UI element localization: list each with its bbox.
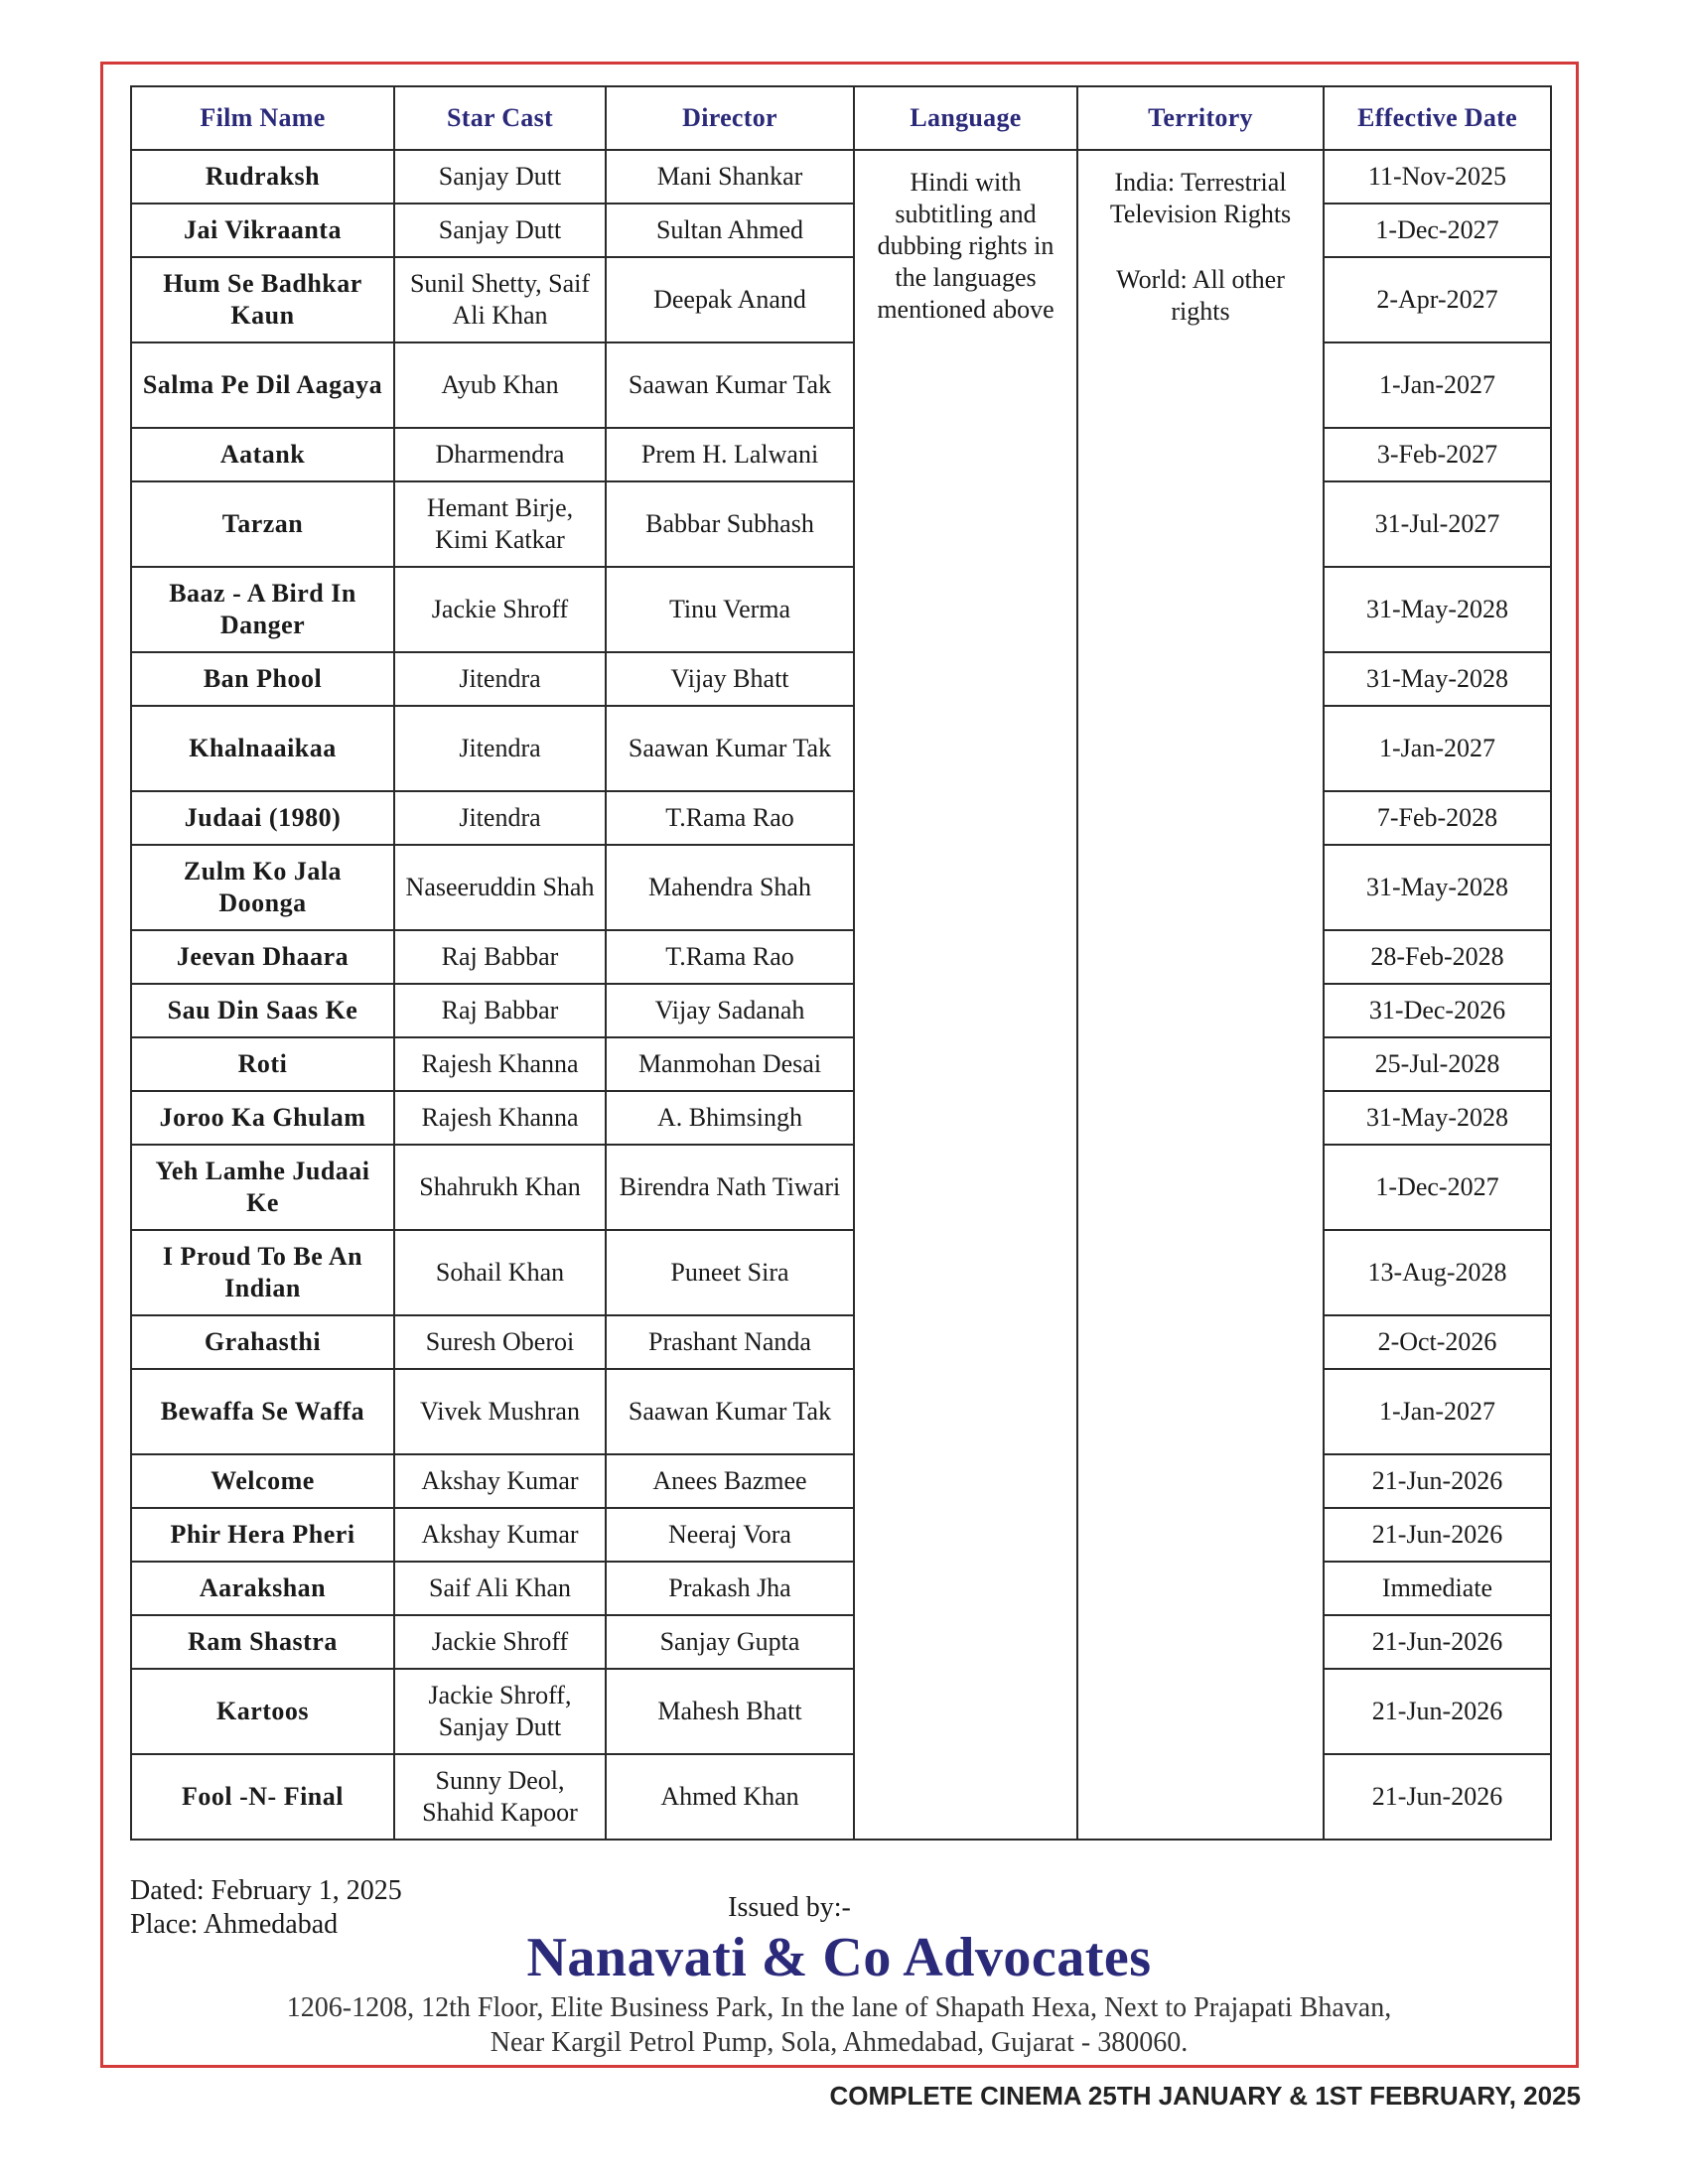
director-cell: Ahmed Khan	[606, 1754, 854, 1840]
effective-date-cell: 1-Jan-2027	[1324, 1369, 1551, 1454]
publication-footer: COMPLETE CINEMA 25TH JANUARY & 1ST FEBRUARY, 2025	[829, 2081, 1581, 2111]
effective-date-cell: 31-Jul-2027	[1324, 481, 1551, 567]
star-cast-cell: Rajesh Khanna	[394, 1037, 606, 1091]
film-name-cell: Sau Din Saas Ke	[131, 984, 394, 1037]
table-row	[131, 1615, 1551, 1669]
film-name-cell: Baaz - A Bird In Danger	[131, 567, 394, 652]
table-row	[131, 1454, 1551, 1508]
table-row	[131, 1669, 1551, 1754]
director-cell: Sultan Ahmed	[606, 204, 854, 257]
star-cast-cell: Dharmendra	[394, 428, 606, 481]
place-text: Place: Ahmedabad	[130, 1909, 339, 1940]
header-language: Language	[854, 86, 1077, 150]
film-name-cell: Bewaffa Se Waffa	[131, 1369, 394, 1454]
film-name-cell: I Proud To Be An Indian	[131, 1230, 394, 1315]
table-row	[131, 791, 1551, 845]
table-row	[131, 984, 1551, 1037]
header-film-name: Film Name	[131, 86, 394, 150]
effective-date-cell: 21-Jun-2026	[1324, 1615, 1551, 1669]
header-effective-date: Effective Date	[1324, 86, 1551, 150]
firm-address	[0, 1990, 1688, 2060]
effective-date-cell: 21-Jun-2026	[1324, 1508, 1551, 1562]
star-cast-cell: Ayub Khan	[394, 342, 606, 428]
dated-text: Dated: February 1, 2025	[130, 1875, 402, 1906]
table-row	[131, 1315, 1551, 1369]
effective-date-cell: 21-Jun-2026	[1324, 1454, 1551, 1508]
star-cast-cell: Suresh Oberoi	[394, 1315, 606, 1369]
star-cast-cell: Jitendra	[394, 706, 606, 791]
issued-by-text: Issued by:-	[728, 1892, 851, 1923]
director-cell: Puneet Sira	[606, 1230, 854, 1315]
star-cast-cell: Akshay Kumar	[394, 1454, 606, 1508]
film-name-cell: Jai Vikraanta	[131, 204, 394, 257]
issued-by-label	[0, 1892, 1688, 1924]
language-cell: Hindi with subtitling and dubbing rights in the languages mentioned above	[854, 150, 1077, 1840]
effective-date-cell: 2-Oct-2026	[1324, 1315, 1551, 1369]
film-name-cell: Judaai (1980)	[131, 791, 394, 845]
star-cast-cell: Sanjay Dutt	[394, 204, 606, 257]
director-cell: A. Bhimsingh	[606, 1091, 854, 1145]
film-name-cell: Jeevan Dhaara	[131, 930, 394, 984]
table-row	[131, 567, 1551, 652]
effective-date-cell: 31-May-2028	[1324, 1091, 1551, 1145]
star-cast-cell: Vivek Mushran	[394, 1369, 606, 1454]
effective-date-cell: 11-Nov-2025	[1324, 150, 1551, 204]
film-name-cell: Fool -N- Final	[131, 1754, 394, 1840]
film-name-cell: Aarakshan	[131, 1562, 394, 1615]
film-name-cell: Khalnaaikaa	[131, 706, 394, 791]
star-cast-cell: Naseeruddin Shah	[394, 845, 606, 930]
film-name-cell: Ram Shastra	[131, 1615, 394, 1669]
table-row	[131, 257, 1551, 342]
effective-date-cell: Immediate	[1324, 1562, 1551, 1615]
effective-date-cell: 21-Jun-2026	[1324, 1669, 1551, 1754]
star-cast-cell: Raj Babbar	[394, 930, 606, 984]
table-row	[131, 204, 1551, 257]
film-name-cell: Tarzan	[131, 481, 394, 567]
effective-date-cell: 31-May-2028	[1324, 845, 1551, 930]
address-line-2: Near Kargil Petrol Pump, Sola, Ahmedabad, Gujarat - 380060.	[490, 2027, 1189, 2058]
director-cell: Birendra Nath Tiwari	[606, 1145, 854, 1230]
effective-date-cell: 28-Feb-2028	[1324, 930, 1551, 984]
director-cell: Neeraj Vora	[606, 1508, 854, 1562]
film-name-cell: Joroo Ka Ghulam	[131, 1091, 394, 1145]
star-cast-cell: Jackie Shroff	[394, 567, 606, 652]
effective-date-cell: 3-Feb-2027	[1324, 428, 1551, 481]
effective-date-cell: 7-Feb-2028	[1324, 791, 1551, 845]
star-cast-cell: Jackie Shroff, Sanjay Dutt	[394, 1669, 606, 1754]
effective-date-cell: 1-Jan-2027	[1324, 706, 1551, 791]
table-row	[131, 481, 1551, 567]
director-cell: Tinu Verma	[606, 567, 854, 652]
star-cast-cell: Jitendra	[394, 652, 606, 706]
effective-date-cell: 31-Dec-2026	[1324, 984, 1551, 1037]
star-cast-cell: Jitendra	[394, 791, 606, 845]
director-cell: Deepak Anand	[606, 257, 854, 342]
firm-name	[0, 1926, 1688, 1989]
table-row	[131, 652, 1551, 706]
effective-date-cell: 1-Dec-2027	[1324, 1145, 1551, 1230]
territory-world: World: All other rights	[1116, 265, 1285, 326]
star-cast-cell: Sunil Shetty, Saif Ali Khan	[394, 257, 606, 342]
table-row	[131, 1145, 1551, 1230]
effective-date-cell: 13-Aug-2028	[1324, 1230, 1551, 1315]
address-line-1: 1206-1208, 12th Floor, Elite Business Park, In the lane of Shapath Hexa, Next to Prajapati Bhavan,	[286, 1992, 1392, 2023]
star-cast-cell: Raj Babbar	[394, 984, 606, 1037]
table-row	[131, 1508, 1551, 1562]
film-name-cell: Zulm Ko Jala Doonga	[131, 845, 394, 930]
film-name-cell: Kartoos	[131, 1669, 394, 1754]
star-cast-cell: Sohail Khan	[394, 1230, 606, 1315]
effective-date-cell: 1-Jan-2027	[1324, 342, 1551, 428]
table-row	[131, 428, 1551, 481]
director-cell: Prashant Nanda	[606, 1315, 854, 1369]
table-row	[131, 342, 1551, 428]
films-table	[130, 85, 1552, 1841]
star-cast-cell: Sunny Deol, Shahid Kapoor	[394, 1754, 606, 1840]
table-header-row	[131, 86, 1551, 150]
table-row	[131, 1037, 1551, 1091]
table-row	[131, 150, 1551, 204]
director-cell: T.Rama Rao	[606, 930, 854, 984]
effective-date-cell: 21-Jun-2026	[1324, 1754, 1551, 1840]
director-cell: Saawan Kumar Tak	[606, 1369, 854, 1454]
star-cast-cell: Jackie Shroff	[394, 1615, 606, 1669]
director-cell: Vijay Bhatt	[606, 652, 854, 706]
director-cell: Mani Shankar	[606, 150, 854, 204]
film-name-cell: Hum Se Badhkar Kaun	[131, 257, 394, 342]
table-row	[131, 1230, 1551, 1315]
director-cell: Prem H. Lalwani	[606, 428, 854, 481]
territory-cell	[1077, 150, 1324, 1840]
director-cell: Sanjay Gupta	[606, 1615, 854, 1669]
director-cell: Saawan Kumar Tak	[606, 706, 854, 791]
table-row	[131, 1562, 1551, 1615]
film-name-cell: Grahasthi	[131, 1315, 394, 1369]
header-director: Director	[606, 86, 854, 150]
film-name-cell: Ban Phool	[131, 652, 394, 706]
director-cell: Mahendra Shah	[606, 845, 854, 930]
film-name-cell: Aatank	[131, 428, 394, 481]
star-cast-cell: Shahrukh Khan	[394, 1145, 606, 1230]
film-name-cell: Yeh Lamhe Judaai Ke	[131, 1145, 394, 1230]
director-cell: Manmohan Desai	[606, 1037, 854, 1091]
table-row	[131, 845, 1551, 930]
star-cast-cell: Hemant Birje, Kimi Katkar	[394, 481, 606, 567]
star-cast-cell: Akshay Kumar	[394, 1508, 606, 1562]
director-cell: Anees Bazmee	[606, 1454, 854, 1508]
effective-date-cell: 25-Jul-2028	[1324, 1037, 1551, 1091]
director-cell: Vijay Sadanah	[606, 984, 854, 1037]
star-cast-cell: Rajesh Khanna	[394, 1091, 606, 1145]
effective-date-cell: 1-Dec-2027	[1324, 204, 1551, 257]
film-name-cell: Phir Hera Pheri	[131, 1508, 394, 1562]
territory-india: India: Terrestrial Television Rights	[1109, 168, 1292, 228]
film-name-cell: Welcome	[131, 1454, 394, 1508]
table-row	[131, 1091, 1551, 1145]
header-star-cast: Star Cast	[394, 86, 606, 150]
film-name-cell: Roti	[131, 1037, 394, 1091]
director-cell: Mahesh Bhatt	[606, 1669, 854, 1754]
table-row	[131, 930, 1551, 984]
film-name-cell: Salma Pe Dil Aagaya	[131, 342, 394, 428]
header-territory: Territory	[1077, 86, 1324, 150]
director-cell: Saawan Kumar Tak	[606, 342, 854, 428]
table-row	[131, 1369, 1551, 1454]
director-cell: Babbar Subhash	[606, 481, 854, 567]
effective-date-cell: 2-Apr-2027	[1324, 257, 1551, 342]
director-cell: Prakash Jha	[606, 1562, 854, 1615]
star-cast-cell: Saif Ali Khan	[394, 1562, 606, 1615]
territory-spacer	[1086, 230, 1315, 264]
star-cast-cell: Sanjay Dutt	[394, 150, 606, 204]
director-cell: T.Rama Rao	[606, 791, 854, 845]
table-row	[131, 706, 1551, 791]
effective-date-cell: 31-May-2028	[1324, 652, 1551, 706]
film-name-cell: Rudraksh	[131, 150, 394, 204]
table-row	[131, 1754, 1551, 1840]
firm-name-text: Nanavati & Co Advocates	[526, 1927, 1152, 1988]
effective-date-cell: 31-May-2028	[1324, 567, 1551, 652]
